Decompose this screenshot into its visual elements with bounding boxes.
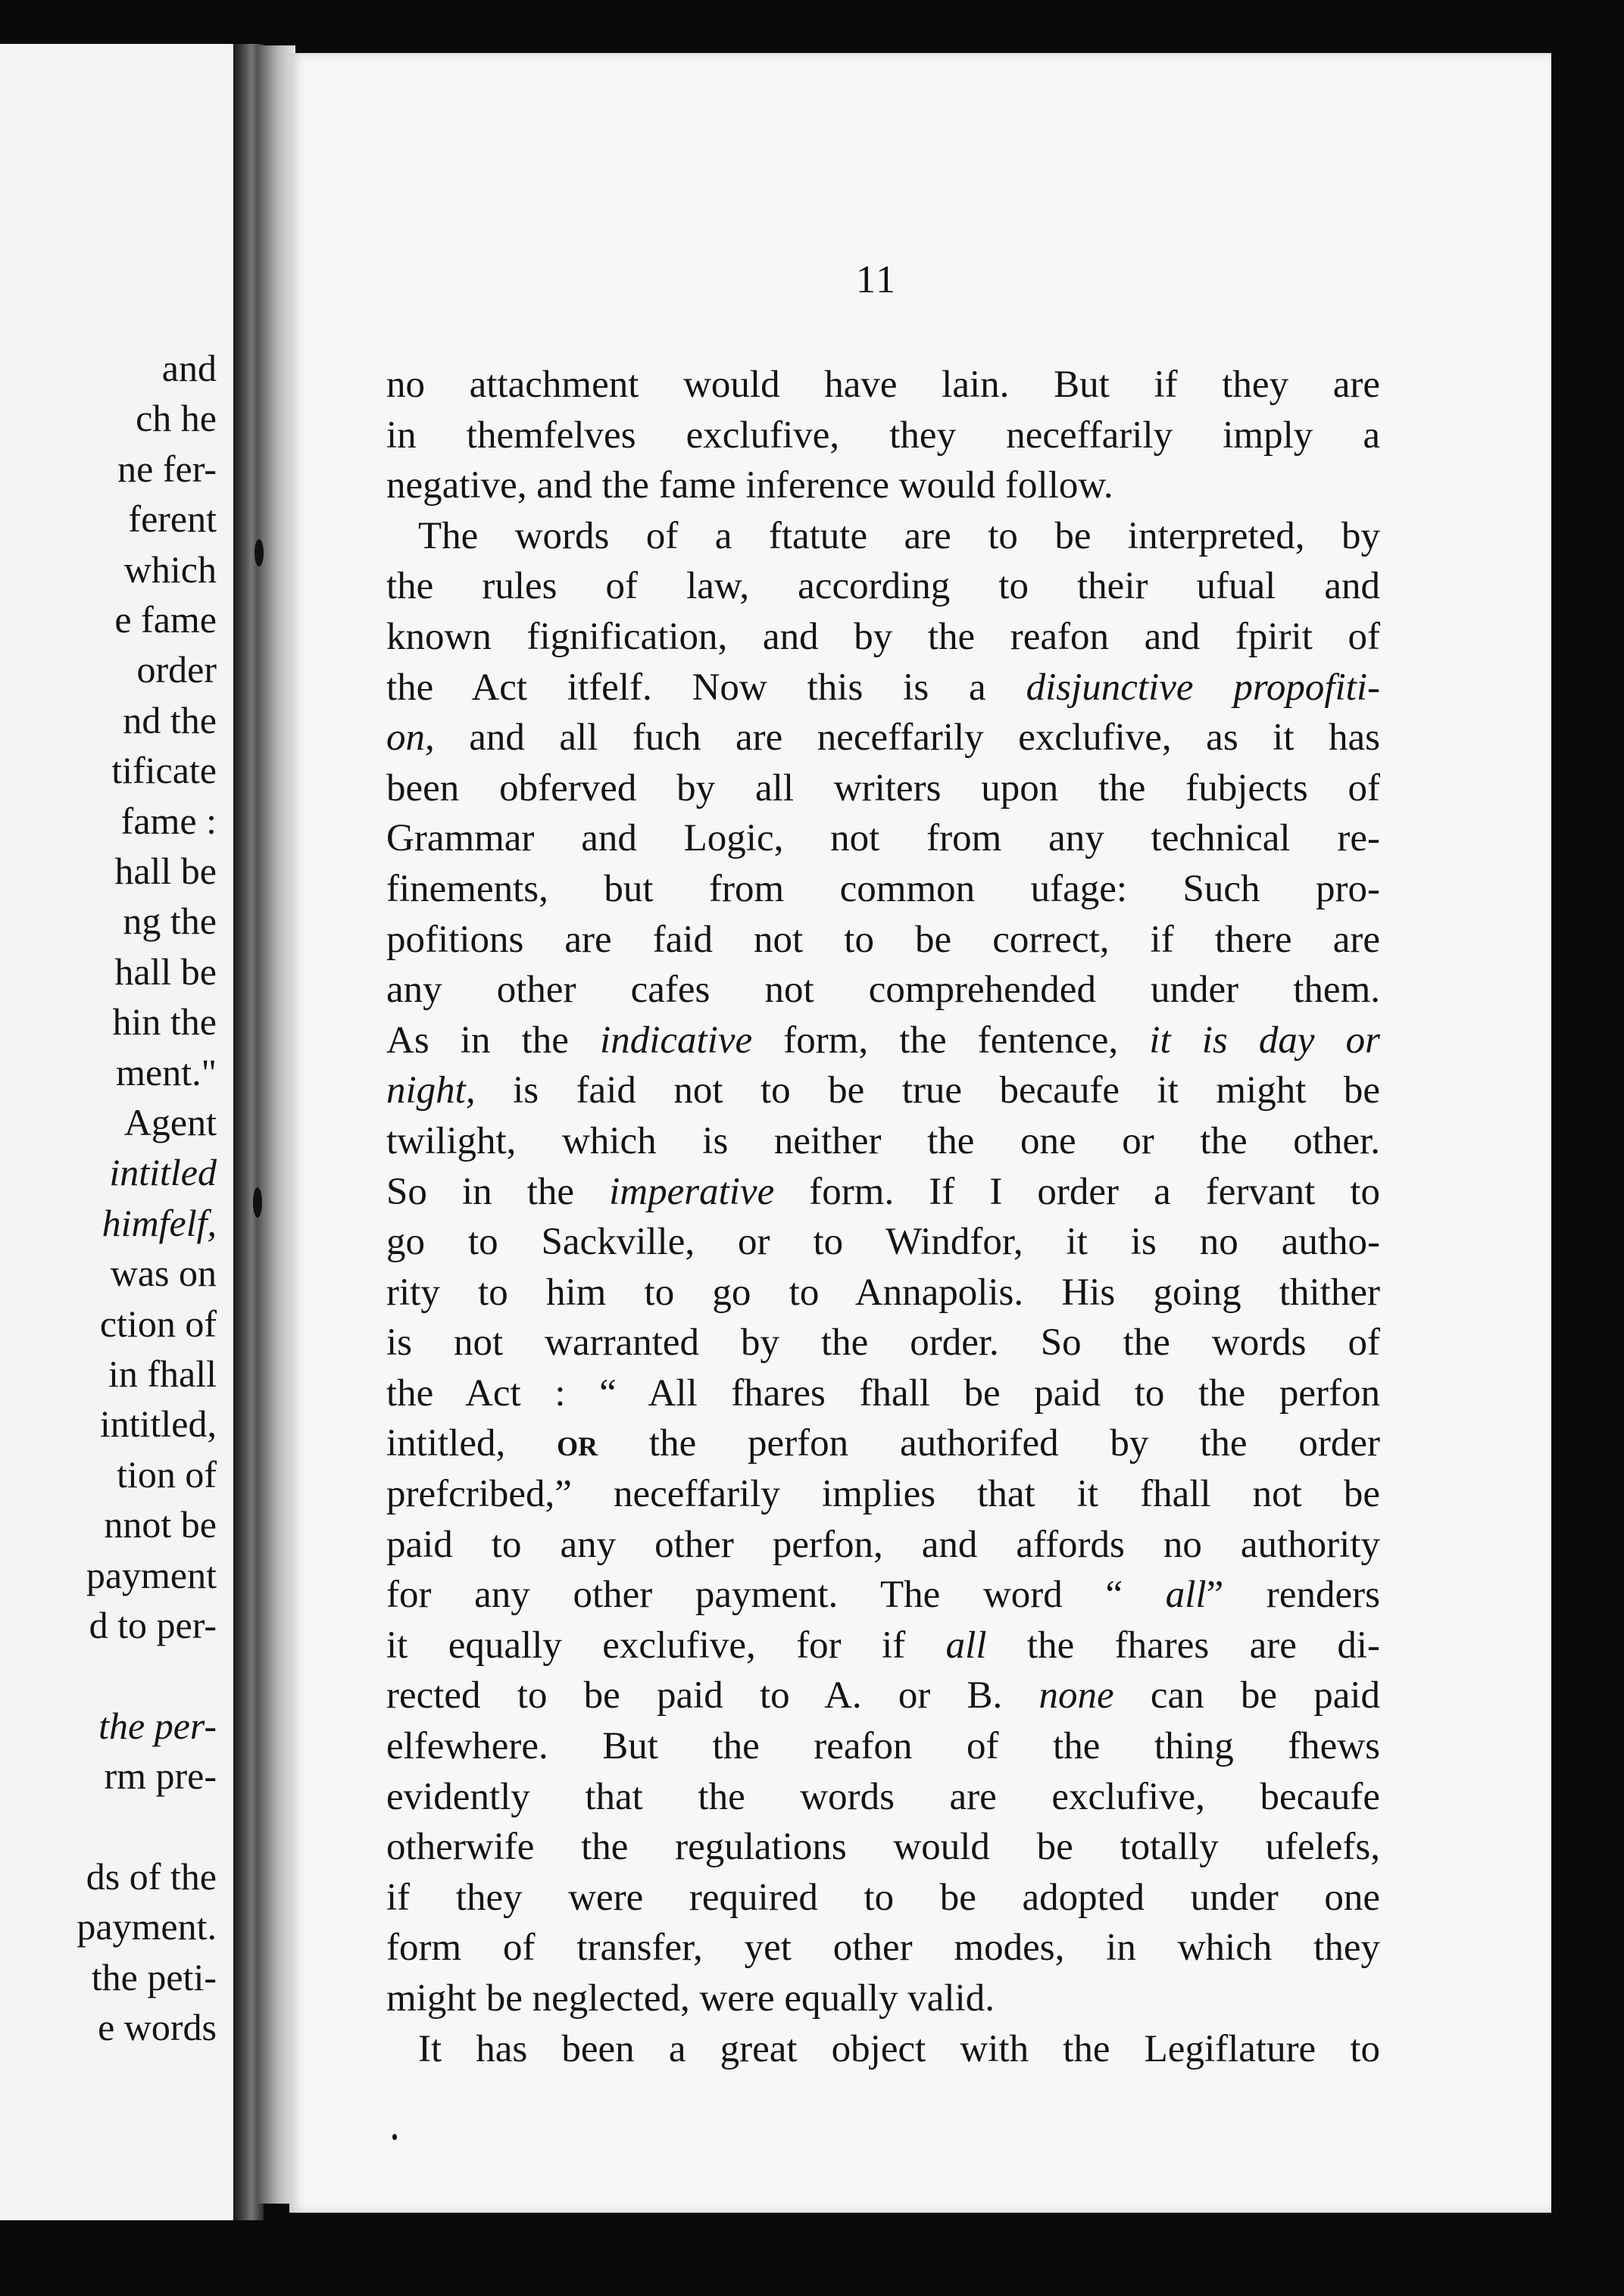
ink-mark: [392, 2134, 397, 2140]
italic-text: on,: [386, 716, 435, 760]
text-line: [386, 1973, 1380, 2024]
text-line: [386, 410, 1380, 461]
text-run: elfewhere. But the reafon of the thing fhews: [386, 1725, 1380, 1768]
text-run: go to Sackville, or to Windfor, it is no autho-: [386, 1221, 1380, 1264]
text-run: twilight, which is neither the one or the other.: [386, 1119, 1380, 1162]
previous-page-line: ferent: [128, 498, 217, 541]
previous-page-line: tion of: [117, 1452, 217, 1496]
text-run: ” renders: [1206, 1574, 1380, 1617]
text-line: [386, 612, 1380, 663]
text-run: The words of a ftatute are to be interpreted, by: [418, 514, 1380, 557]
italic-text: all: [945, 1624, 987, 1667]
previous-page-line: order: [136, 648, 217, 691]
text-run: intitled,: [386, 1422, 557, 1465]
text-line: [386, 511, 1380, 562]
previous-page-line: ment.": [116, 1050, 217, 1093]
previous-page-line: intitled: [109, 1151, 217, 1194]
previous-page-line: hin the: [112, 1000, 217, 1043]
text-line: [386, 1520, 1380, 1571]
text-line: [386, 1065, 1380, 1116]
text-run: the Act itfelf. Now this is a: [386, 666, 1026, 709]
previous-page-line: tificate: [111, 749, 217, 792]
italic-text: disjunctive propofiti-: [1026, 666, 1380, 709]
text-run: can be paid: [1113, 1674, 1381, 1717]
text-line: [386, 561, 1380, 612]
text-run: been obferved by all writers upon the fubjects of: [386, 766, 1380, 810]
text-run: if they were required to be adopted under one: [386, 1876, 1380, 1919]
text-run: the Act : “ All fhares fhall be paid to the perfon: [386, 1371, 1380, 1415]
text-run: Grammar and Logic, not from any technical re-: [386, 817, 1380, 860]
text-line: [386, 864, 1380, 915]
previous-page-line: the peti-: [91, 1955, 217, 1998]
previous-page-line: d to per-: [89, 1604, 217, 1646]
previous-page-line: nnot be: [104, 1503, 217, 1546]
text-line: [386, 813, 1380, 864]
page-number: 11: [856, 258, 898, 301]
text-run: otherwife the regulations would be totally ufelefs,: [386, 1826, 1380, 1869]
previous-page: [0, 44, 233, 2220]
text-line: [386, 1469, 1380, 1520]
previous-page-line: fame :: [120, 799, 217, 842]
text-run: in themfelves exclufive, they neceffarily imply a: [386, 413, 1380, 457]
small-caps-text: or: [557, 1422, 598, 1465]
text-run: form of transfer, yet other modes, in which they: [386, 1926, 1380, 1970]
text-line: [386, 965, 1380, 1015]
text-run: the rules of law, according to their ufual and: [386, 565, 1380, 608]
previous-page-line: e fame: [114, 598, 217, 641]
text-line: [386, 1822, 1380, 1873]
text-run: So in the: [386, 1170, 610, 1213]
italic-text: imperative: [609, 1170, 775, 1213]
text-line: [386, 663, 1380, 713]
text-line: [386, 2024, 1380, 2075]
text-run: pofitions are faid not to be correct, if there are: [386, 918, 1380, 961]
text-line: [386, 1923, 1380, 1973]
text-line: [386, 713, 1380, 763]
previous-page-line: ng the: [123, 900, 217, 943]
previous-page-line: hall be: [114, 950, 217, 993]
text-line: [386, 1873, 1380, 1923]
text-line: [386, 360, 1380, 410]
text-run: paid to any other perfon, and affords no authority: [386, 1523, 1380, 1566]
previous-page-line: payment: [86, 1553, 217, 1596]
text-run: the fhares are di-: [986, 1624, 1380, 1667]
ink-mark: [255, 539, 264, 566]
text-line: [386, 1721, 1380, 1772]
previous-page-line: e words: [98, 2006, 217, 2049]
text-run: might be neglected, were equally valid.: [386, 1977, 995, 2020]
text-run: negative, and the fame inference would follow.: [386, 464, 1113, 507]
text-run: for any other payment. The word “: [386, 1574, 1166, 1617]
text-run: is faid not to be true becaufe it might be: [475, 1069, 1380, 1112]
previous-page-line: and: [161, 347, 217, 389]
text-run: and all fuch are neceffarily exclufive, as it has: [434, 716, 1380, 760]
previous-page-line: in fhall: [108, 1352, 217, 1395]
text-line: [386, 1116, 1380, 1167]
text-line: [386, 1621, 1380, 1671]
text-line: [386, 1671, 1380, 1721]
previous-page-line: rm pre-: [104, 1755, 217, 1798]
previous-page-line: ction of: [99, 1302, 217, 1345]
text-run: no attachment would have lain. But if they are: [386, 363, 1380, 406]
text-run: rected to be paid to A. or B.: [386, 1674, 1039, 1717]
text-run: known fignification, and by the reafon and fpirit of: [386, 615, 1380, 658]
text-run: prefcribed,” neceffarily implies that it fhall not be: [386, 1473, 1380, 1516]
text-run: form. If I order a fervant to: [774, 1170, 1380, 1213]
text-run: As in the: [386, 1019, 601, 1062]
text-line: [386, 1368, 1380, 1419]
page-body-text: [386, 360, 1380, 2074]
text-line: [386, 1772, 1380, 1823]
text-line: [386, 1570, 1380, 1621]
previous-page-line: payment.: [77, 1905, 217, 1948]
text-line: [386, 1015, 1380, 1066]
text-line: [386, 1217, 1380, 1268]
previous-page-line: was on: [110, 1252, 217, 1295]
text-line: [386, 915, 1380, 966]
italic-text: indicative: [600, 1019, 753, 1062]
ink-mark: [253, 1187, 262, 1218]
previous-page-line: which: [123, 547, 217, 591]
previous-page-line: himfelf,: [102, 1201, 217, 1244]
text-run: any other cafes not comprehended under them.: [386, 969, 1380, 1012]
previous-page-line: ne fer-: [117, 447, 217, 490]
text-run: form, the fentence,: [752, 1019, 1150, 1062]
previous-page-line: hall be: [114, 850, 217, 892]
previous-page-line: nd the: [123, 698, 217, 741]
text-run: it equally exclufive, for if: [386, 1624, 946, 1667]
text-run: rity to him to go to Annapolis. His going thither: [386, 1271, 1380, 1314]
italic-text: none: [1038, 1674, 1114, 1717]
text-line: [386, 1318, 1380, 1368]
italic-text: it is day or: [1149, 1019, 1381, 1062]
text-line: [386, 460, 1380, 511]
previous-page-line: intitled,: [99, 1402, 217, 1446]
text-run: evidently that the words are exclufive, becaufe: [386, 1775, 1380, 1818]
text-line: [386, 1167, 1380, 1218]
text-run: the perfon authorifed by the order: [598, 1422, 1380, 1465]
text-run: finements, but from common ufage: Such pro-: [386, 867, 1380, 910]
previous-page-line: the per-: [98, 1704, 217, 1747]
previous-page-line: Agent: [123, 1101, 217, 1143]
text-run: is not warranted by the order. So the words of: [386, 1321, 1380, 1365]
previous-page-line: ds of the: [86, 1855, 217, 1898]
text-line: [386, 1418, 1380, 1469]
text-run: It has been a great object with the Legiflature to: [418, 2027, 1380, 2070]
previous-page-line: ch he: [136, 397, 217, 440]
text-line: [386, 763, 1380, 814]
italic-text: all: [1165, 1574, 1207, 1617]
italic-text: night,: [386, 1069, 476, 1112]
text-line: [386, 1268, 1380, 1318]
